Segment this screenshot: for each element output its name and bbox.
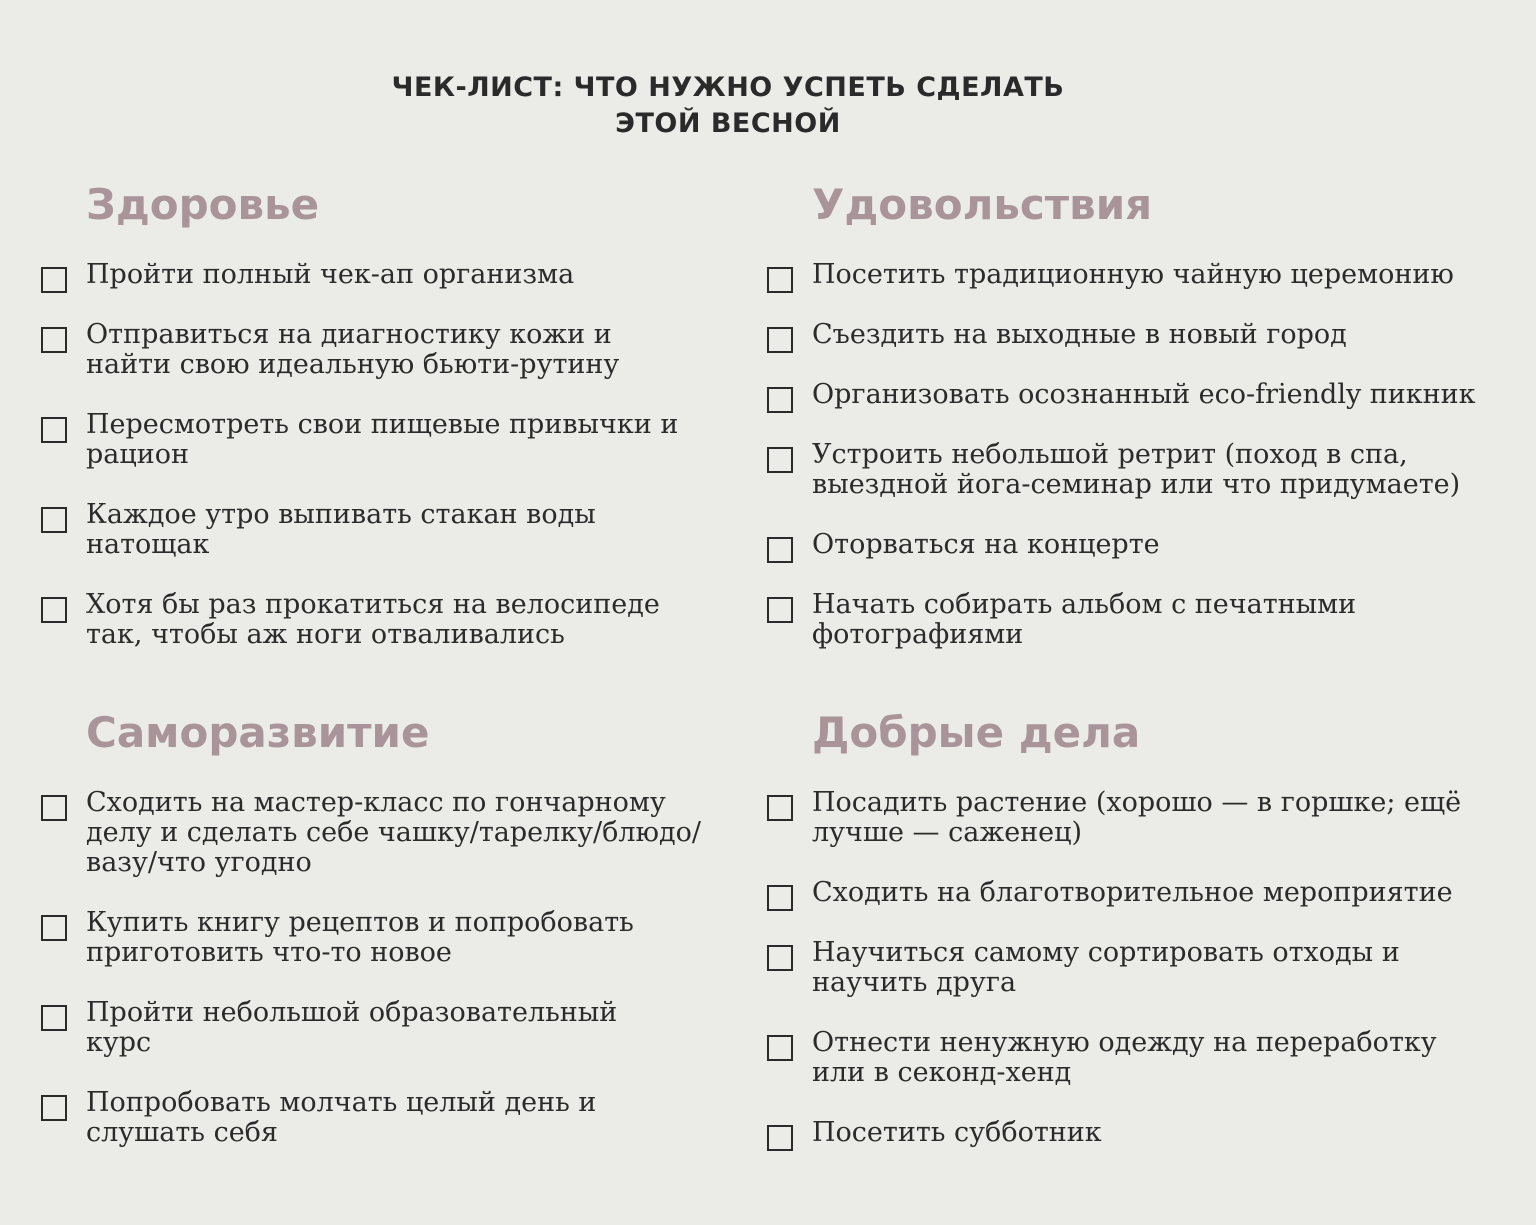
checklist <box>767 260 1476 650</box>
item-text: Попробовать молчать целый день и слушать себя <box>86 1087 597 1148</box>
list-item <box>41 998 701 1058</box>
checkbox[interactable] <box>41 795 67 821</box>
checkbox[interactable] <box>767 945 793 971</box>
item-text: Научиться самому сортировать отходы и научить друга <box>812 937 1400 998</box>
item-text: Посетить субботник <box>812 1117 1102 1148</box>
section-heading: Здоровье <box>86 180 320 229</box>
item-text: Сходить на мастер-класс по гончарному делу и сделать себе чашку/тарелку/блюдо/ вазу/что угодно <box>86 787 702 878</box>
list-item <box>41 410 678 470</box>
item-text: Оторваться на концерте <box>812 529 1160 560</box>
checkbox[interactable] <box>41 417 67 443</box>
checkbox[interactable] <box>41 327 67 353</box>
list-item <box>41 320 678 380</box>
page-title-line-2: ЭТОЙ ВЕСНОЙ <box>615 108 841 140</box>
checklist <box>41 260 678 650</box>
page-title-line-1: ЧЕК-ЛИСТ: ЧТО НУЖНО УСПЕТЬ СДЕЛАТЬ <box>391 72 1065 104</box>
checklist <box>41 788 701 1148</box>
list-item <box>767 380 1476 410</box>
checkbox[interactable] <box>767 795 793 821</box>
checkbox[interactable] <box>767 885 793 911</box>
list-item <box>767 788 1461 848</box>
list-item <box>767 530 1476 560</box>
checkbox[interactable] <box>41 915 67 941</box>
list-item <box>767 878 1461 908</box>
checkbox[interactable] <box>41 267 67 293</box>
checkbox[interactable] <box>41 1005 67 1031</box>
item-text: Каждое утро выпивать стакан воды натощак <box>86 499 596 560</box>
item-text: Съездить на выходные в новый город <box>812 319 1347 350</box>
checkbox[interactable] <box>767 537 793 563</box>
item-text: Пройти небольшой образовательный курс <box>86 997 618 1058</box>
list-item <box>41 500 678 560</box>
section-heading: Добрые дела <box>812 708 1141 757</box>
list-item <box>41 908 701 968</box>
item-text: Отнести ненужную одежду на переработку или в секонд-хенд <box>812 1027 1437 1088</box>
checkbox[interactable] <box>767 1035 793 1061</box>
section-heading: Удовольствия <box>812 180 1153 229</box>
list-item <box>767 440 1476 500</box>
item-text: Посетить традиционную чайную церемонию <box>812 259 1454 290</box>
list-item <box>767 1118 1461 1148</box>
list-item <box>767 320 1476 350</box>
item-text: Устроить небольшой ретрит (поход в спа, выездной йога-семинар или что придумаете) <box>812 439 1461 500</box>
list-item <box>41 1088 701 1148</box>
checkbox[interactable] <box>767 387 793 413</box>
list-item <box>767 1028 1461 1088</box>
item-text: Начать собирать альбом с печатными фотографиями <box>812 589 1357 650</box>
list-item <box>41 590 678 650</box>
checkbox[interactable] <box>767 267 793 293</box>
checkbox[interactable] <box>767 327 793 353</box>
checkbox[interactable] <box>767 597 793 623</box>
item-text: Посадить растение (хорошо — в горшке; ещё лучше — саженец) <box>812 787 1462 848</box>
checkbox[interactable] <box>41 507 67 533</box>
item-text: Отправиться на диагностику кожи и найти свою идеальную бьюти-рутину <box>86 319 620 380</box>
list-item <box>41 788 701 878</box>
item-text: Пройти полный чек-ап организма <box>86 259 575 290</box>
checkbox[interactable] <box>41 1095 67 1121</box>
item-text: Сходить на благотворительное мероприятие <box>812 877 1453 908</box>
checkbox[interactable] <box>767 1125 793 1151</box>
item-text: Пересмотреть свои пищевые привычки и рацион <box>86 409 679 470</box>
list-item <box>767 938 1461 998</box>
list-item <box>767 260 1476 290</box>
list-item <box>767 590 1476 650</box>
section-heading: Саморазвитие <box>86 708 430 757</box>
item-text: Купить книгу рецептов и попробовать приготовить что-то новое <box>86 907 634 968</box>
checkbox[interactable] <box>41 597 67 623</box>
item-text: Организовать осознанный eco-friendly пикник <box>812 379 1476 410</box>
item-text: Хотя бы раз прокатиться на велосипеде так, чтобы аж ноги отваливались <box>86 589 660 650</box>
list-item <box>41 260 678 290</box>
page-title <box>0 70 1456 142</box>
checklist <box>767 788 1461 1148</box>
checkbox[interactable] <box>767 447 793 473</box>
